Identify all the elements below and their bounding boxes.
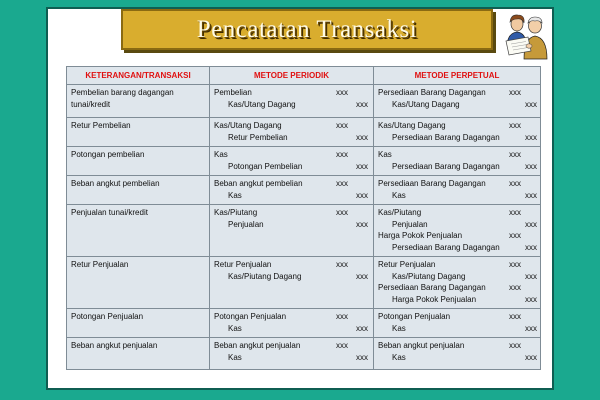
account-name: Persediaan Barang Dagangan xyxy=(392,161,500,171)
slide xyxy=(46,7,554,390)
amount: xxx xyxy=(525,219,537,229)
journal-perpetual xyxy=(374,176,541,205)
amount: xxx xyxy=(336,260,348,269)
debit-entry xyxy=(214,340,370,352)
amount: xxx xyxy=(525,323,537,333)
account-name: Beban angkut pembelian xyxy=(214,179,303,188)
amount: xxx xyxy=(336,88,348,97)
transaction-description: Beban angkut pembelian xyxy=(67,176,210,205)
debit-entry xyxy=(214,311,370,323)
debit-entry xyxy=(214,87,370,99)
amount: xxx xyxy=(336,150,348,159)
amount: xxx xyxy=(509,88,521,97)
table-row xyxy=(67,309,541,338)
transaction-description: Retur Pembelian xyxy=(67,118,210,147)
amount: xxx xyxy=(356,271,368,281)
amount: xxx xyxy=(509,179,521,188)
account-name: Persediaan Barang Dagangan xyxy=(378,179,486,188)
account-name: Harga Pokok Penjualan xyxy=(378,231,463,240)
account-name: Kas/Piutang Dagang xyxy=(228,271,302,281)
account-name: Persediaan Barang Dagangan xyxy=(378,283,486,292)
account-name: Kas/Utang Dagang xyxy=(392,99,460,109)
table-header-row xyxy=(67,67,541,85)
account-name: Kas xyxy=(378,150,392,159)
amount: xxx xyxy=(525,242,537,252)
amount: xxx xyxy=(509,231,521,240)
credit-entry xyxy=(214,352,370,364)
journal-periodik xyxy=(210,118,374,147)
table-row xyxy=(67,338,541,370)
transaction-description: Retur Penjualan xyxy=(67,257,210,309)
amount: xxx xyxy=(356,323,368,333)
account-name: Pembelian xyxy=(214,88,252,97)
credit-entry xyxy=(214,323,370,335)
debit-entry xyxy=(378,87,537,99)
account-name: Kas xyxy=(228,190,242,200)
amount: xxx xyxy=(525,99,537,109)
amount: xxx xyxy=(525,294,537,304)
account-name: Potongan Penjualan xyxy=(214,312,287,321)
header-perpetual: METODE PERPETUAL xyxy=(374,67,541,85)
account-name: Kas/Piutang xyxy=(214,208,258,217)
amount: xxx xyxy=(336,121,348,130)
credit-entry xyxy=(378,190,537,202)
amount: xxx xyxy=(525,352,537,362)
amount: xxx xyxy=(356,190,368,200)
debit-entry xyxy=(378,340,537,352)
table-row xyxy=(67,118,541,147)
transaction-description: Beban angkut penjualan xyxy=(67,338,210,370)
transaction-description: Penjualan tunai/kredit xyxy=(67,205,210,257)
debit-entry xyxy=(378,311,537,323)
credit-entry xyxy=(214,99,370,111)
amount: xxx xyxy=(356,99,368,109)
account-name: Retur Penjualan xyxy=(214,260,272,269)
account-name: Kas/Piutang xyxy=(378,208,422,217)
credit-entry xyxy=(378,219,537,231)
amount: xxx xyxy=(356,161,368,171)
account-name: Penjualan xyxy=(228,219,264,229)
people-reading-clipart-icon xyxy=(498,11,550,61)
journal-periodik xyxy=(210,176,374,205)
debit-entry xyxy=(378,120,537,132)
journal-periodik xyxy=(210,85,374,118)
amount: xxx xyxy=(356,132,368,142)
debit-entry xyxy=(378,207,537,219)
credit-entry xyxy=(378,161,537,173)
transaction-description: Potongan Penjualan xyxy=(67,309,210,338)
account-name: Potongan Penjualan xyxy=(378,312,451,321)
credit-entry xyxy=(214,219,370,231)
credit-entry xyxy=(214,132,370,144)
journal-periodik xyxy=(210,309,374,338)
account-name: Kas/Utang Dagang xyxy=(378,121,446,130)
account-name: Beban angkut penjualan xyxy=(378,341,465,350)
transaction-description: Pembelian barang dagangan tunai/kredit xyxy=(67,85,210,118)
amount: xxx xyxy=(336,341,348,350)
slide-title: Pencatatan Transaksi xyxy=(196,15,418,43)
debit-entry xyxy=(378,282,537,294)
table-row xyxy=(67,176,541,205)
journal-perpetual xyxy=(374,85,541,118)
amount: xxx xyxy=(525,132,537,142)
account-name: Persediaan Barang Dagangan xyxy=(378,88,486,97)
transaction-table xyxy=(66,66,541,370)
amount: xxx xyxy=(525,271,537,281)
credit-entry xyxy=(378,132,537,144)
header-keterangan: KETERANGAN/TRANSAKSI xyxy=(67,67,210,85)
amount: xxx xyxy=(509,341,521,350)
header-periodik: METODE PERIODIK xyxy=(210,67,374,85)
credit-entry xyxy=(378,271,537,283)
amount: xxx xyxy=(336,179,348,188)
amount: xxx xyxy=(509,312,521,321)
account-name: Persediaan Barang Dagangan xyxy=(392,132,500,142)
account-name: Persediaan Barang Dagangan xyxy=(392,242,500,252)
amount: xxx xyxy=(525,161,537,171)
amount: xxx xyxy=(509,208,521,217)
journal-perpetual xyxy=(374,309,541,338)
debit-entry xyxy=(214,178,370,190)
amount: xxx xyxy=(509,283,521,292)
account-name: Retur Pembelian xyxy=(228,132,288,142)
amount: xxx xyxy=(525,190,537,200)
journal-perpetual xyxy=(374,118,541,147)
credit-entry xyxy=(378,323,537,335)
account-name: Kas xyxy=(392,190,406,200)
account-name: Kas xyxy=(228,352,242,362)
journal-perpetual xyxy=(374,147,541,176)
journal-periodik xyxy=(210,338,374,370)
amount: xxx xyxy=(356,352,368,362)
journal-periodik xyxy=(210,257,374,309)
debit-entry xyxy=(378,230,537,242)
debit-entry xyxy=(214,207,370,219)
account-name: Beban angkut penjualan xyxy=(214,341,301,350)
credit-entry xyxy=(214,271,370,283)
debit-entry xyxy=(214,120,370,132)
table-row xyxy=(67,257,541,309)
journal-perpetual xyxy=(374,257,541,309)
account-name: Kas xyxy=(392,352,406,362)
table-row xyxy=(67,205,541,257)
account-name: Retur Penjualan xyxy=(378,260,436,269)
journal-periodik xyxy=(210,147,374,176)
amount: xxx xyxy=(356,219,368,229)
account-name: Kas/Utang Dagang xyxy=(228,99,296,109)
credit-entry xyxy=(378,99,537,111)
table-row xyxy=(67,85,541,118)
account-name: Penjualan xyxy=(392,219,428,229)
credit-entry xyxy=(378,352,537,364)
account-name: Kas xyxy=(392,323,406,333)
title-banner xyxy=(121,9,493,50)
amount: xxx xyxy=(336,312,348,321)
account-name: Kas/Piutang Dagang xyxy=(392,271,466,281)
debit-entry xyxy=(378,178,537,190)
amount: xxx xyxy=(509,121,521,130)
account-name: Harga Pokok Penjualan xyxy=(392,294,477,304)
amount: xxx xyxy=(509,150,521,159)
credit-entry xyxy=(214,190,370,202)
transaction-description: Potongan pembelian xyxy=(67,147,210,176)
amount: xxx xyxy=(509,260,521,269)
debit-entry xyxy=(214,149,370,161)
credit-entry xyxy=(378,294,537,306)
debit-entry xyxy=(214,259,370,271)
debit-entry xyxy=(378,149,537,161)
account-name: Kas xyxy=(214,150,228,159)
account-name: Kas xyxy=(228,323,242,333)
journal-perpetual xyxy=(374,205,541,257)
journal-perpetual xyxy=(374,338,541,370)
credit-entry xyxy=(378,242,537,254)
credit-entry xyxy=(214,161,370,173)
account-name: Kas/Utang Dagang xyxy=(214,121,282,130)
account-name: Potongan Pembelian xyxy=(228,161,303,171)
journal-periodik xyxy=(210,205,374,257)
debit-entry xyxy=(378,259,537,271)
amount: xxx xyxy=(336,208,348,217)
table-row xyxy=(67,147,541,176)
